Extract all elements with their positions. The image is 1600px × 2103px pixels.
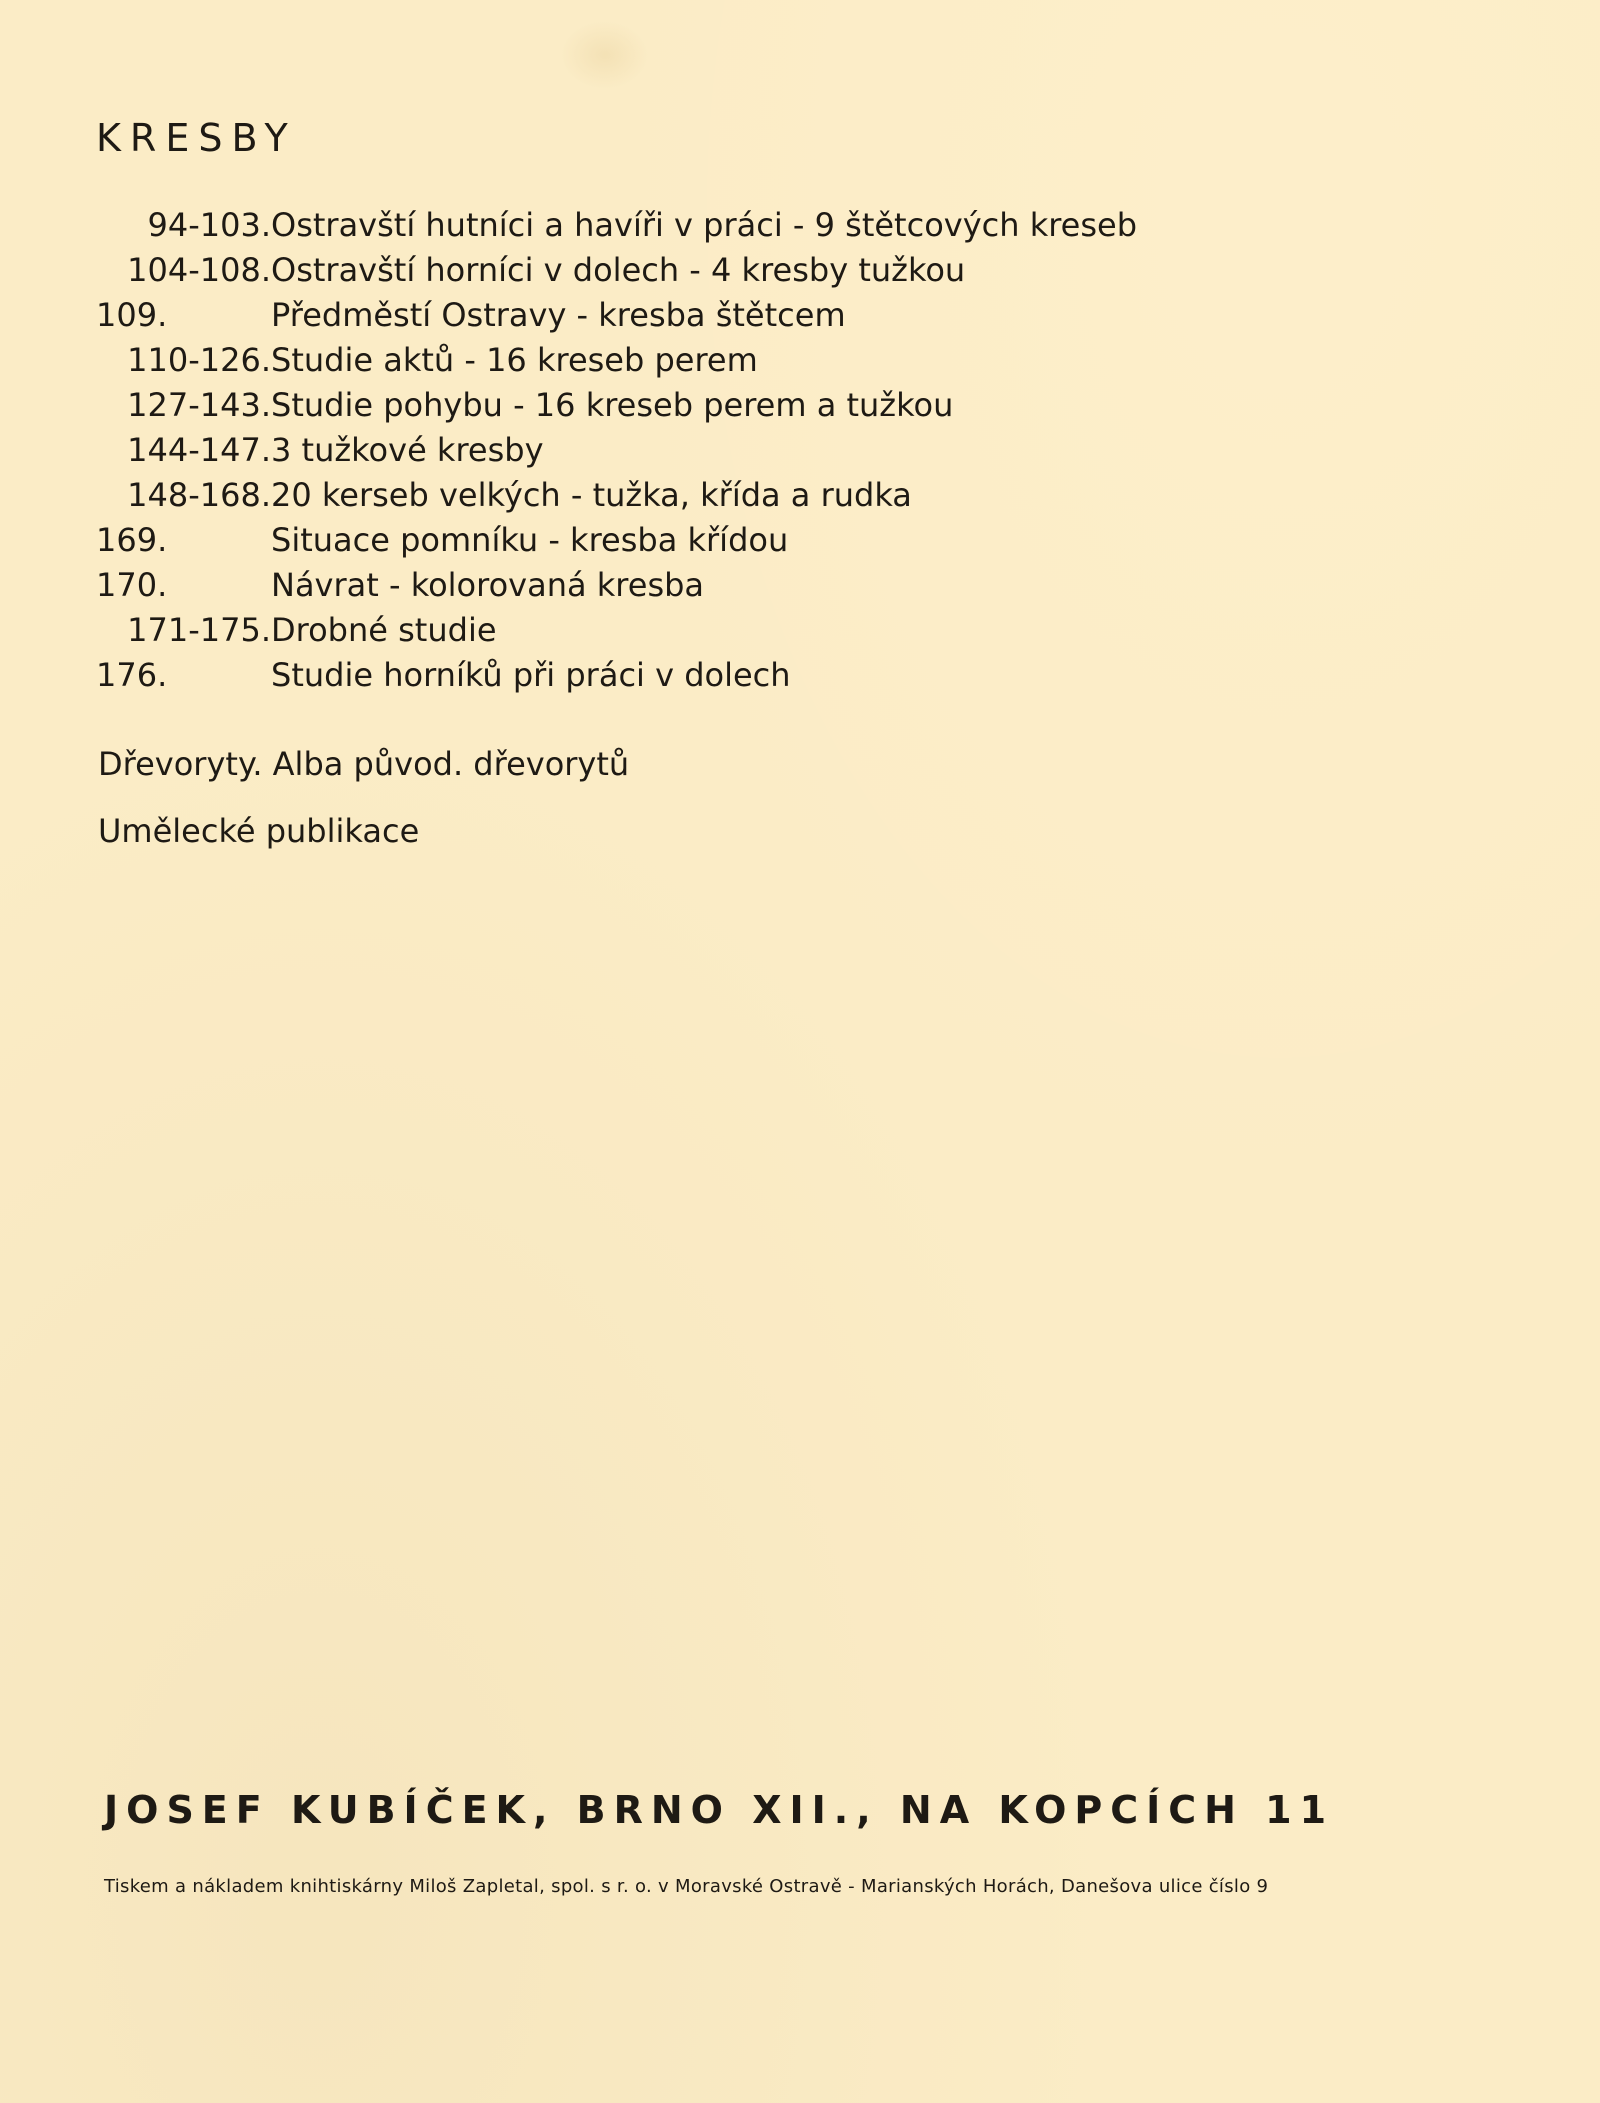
printer-imprint: Tiskem a nákladem knihtiskárny Miloš Zapletal, spol. s r. o. v Moravské Ostravě - Marianských Horách, Danešova ulice číslo 9 [104, 1876, 1269, 1897]
catalog-description: Ostravští horníci v dolech - 4 kresby tužkou [271, 250, 966, 289]
catalog-item [96, 337, 1137, 382]
catalog-number: 176. [96, 655, 168, 694]
catalog-item [96, 382, 1137, 427]
catalog-item [96, 607, 1137, 652]
catalog-number: 171-175. [127, 610, 271, 649]
woodcuts-line: Dřevoryty. Alba původ. dřevorytů [98, 745, 630, 783]
catalog-description: Studie horníků při práci v dolech [271, 655, 791, 694]
catalog-number: 94-103. [147, 205, 271, 244]
publisher-address: JOSEF KUBÍČEK, BRNO XII., NA KOPCÍCH 11 [104, 1788, 1335, 1832]
catalog-list [96, 202, 1137, 697]
catalog-description: Předměstí Ostravy - kresba štětcem [271, 295, 846, 334]
catalog-item [96, 292, 1137, 337]
catalog-number: 104-108. [127, 250, 271, 289]
paper-stain [560, 20, 650, 90]
catalog-description: 20 kerseb velkých - tužka, křída a rudka [271, 475, 912, 514]
catalog-description: Situace pomníku - kresba křídou [271, 520, 789, 559]
publications-line: Umělecké publikace [98, 812, 420, 850]
catalog-number: 148-168. [127, 475, 271, 514]
catalog-description: Studie pohybu - 16 kreseb perem a tužkou [271, 385, 954, 424]
catalog-item [96, 247, 1137, 292]
catalog-number: 169. [96, 520, 168, 559]
catalog-item [96, 562, 1137, 607]
catalog-number: 170. [96, 565, 168, 604]
catalog-description: Ostravští hutníci a havíři v práci - 9 štětcových kreseb [271, 205, 1138, 244]
catalog-description: Návrat - kolorovaná kresba [271, 565, 705, 604]
catalog-description: Drobné studie [271, 610, 497, 649]
catalog-description: 3 tužkové kresby [271, 430, 544, 469]
catalog-item [96, 427, 1137, 472]
catalog-item [96, 202, 1137, 247]
section-title: KRESBY [96, 116, 297, 160]
catalog-item [96, 517, 1137, 562]
catalog-number: 144-147. [127, 430, 271, 469]
catalog-item [96, 472, 1137, 517]
catalog-number: 127-143. [127, 385, 271, 424]
catalog-item [96, 652, 1137, 697]
catalog-description: Studie aktů - 16 kreseb perem [271, 340, 758, 379]
catalog-number: 110-126. [127, 340, 271, 379]
catalog-number: 109. [96, 295, 168, 334]
